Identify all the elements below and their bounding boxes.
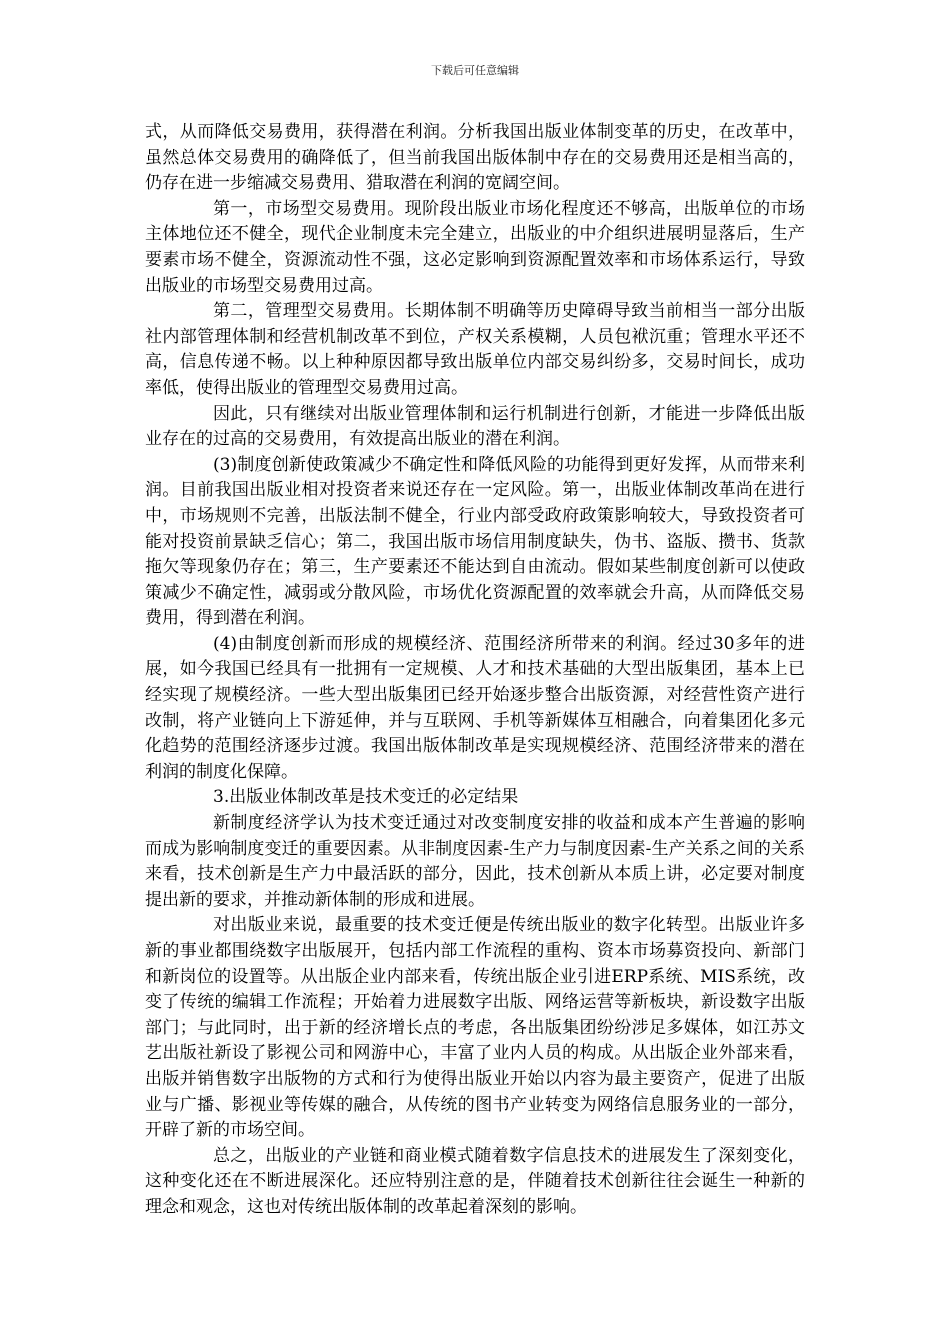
section-heading-3: 3.出版业体制改革是技术变迁的必定结果 xyxy=(213,787,519,808)
paragraph-digital-transformation: 对出版业来说，最重要的技术变迁便是传统出版业的数字化转型。出版业许多新的事业都围绕数字出版展开，包括内部工作流程的重构、资本市场募资投向、新部门和新岗位的设置等。从出版企业内部来看，传统出版企业引进ERP系统、MIS系统，改变了传统的编辑工作流程；开始着力进展数字出版、网络运营等新板块，新设数字出版部门；与此同时，出于新的经济增长点的考虑，各出版集团纷纷涉足多媒体，如江苏文艺出版社新设了影视公司和网游中心，丰富了业内人员的构成。从出版企业外部来看，出版并销售数字出版物的方式和行为使得出版业开始以内容为最主要资产，促进了出版业与广播、影视业等传媒的融合，从传统的图书产业转变为网络信息服务业的一部分，开辟了新的市场空间。 xyxy=(145,915,805,1141)
paragraph-market-transaction-cost: 第一，市场型交易费用。现阶段出版业市场化程度还不够高，出版单位的市场主体地位还不健全，现代企业制度未完全建立，出版业的中介组织进展明显落后，生产要素市场不健全，资源流动性不强，这必定影响到资源配置效率和市场体系运行，导致出版业的市场型交易费用过高。 xyxy=(145,198,805,296)
document-body xyxy=(145,120,805,1221)
page-header: 下载后可任意编辑 xyxy=(431,64,519,77)
paragraph-point-3: (3)制度创新使政策减少不确定性和降低风险的功能得到更好发挥，从而带来利润。目前我国出版业相对投资者来说还存在一定风险。第一，出版业体制改革尚在进行中，市场规则不完善，出版法制不健全，行业内部受政府政策影响较大，导致投资者可能对投资前景缺乏信心；第二，我国出版市场信用制度缺失，伪书、盗版、攒书、货款拖欠等现象仍存在；第三，生产要素还不能达到自由流动。假如某些制度创新可以使政策减少不确定性，减弱或分散风险，市场优化资源配置的效率就会升高，从而降低交易费用，得到潜在利润。 xyxy=(145,454,805,629)
paragraph-summary: 总之，出版业的产业链和商业模式随着数字信息技术的进展发生了深刻变化，这种变化还在不断进展深化。还应特别注意的是，伴随着技术创新往往会诞生一种新的理念和观念，这也对传统出版体制的改革起着深刻的影响。 xyxy=(145,1145,805,1217)
paragraph-conclusion-innovation: 因此，只有继续对出版业管理体制和运行机制进行创新，才能进一步降低出版业存在的过高的交易费用，有效提高出版业的潜在利润。 xyxy=(145,403,805,450)
paragraph-management-transaction-cost: 第二，管理型交易费用。长期体制不明确等历史障碍导致当前相当一部分出版社内部管理体制和经营机制改革不到位，产权关系模糊，人员包袱沉重；管理水平还不高，信息传递不畅。以上种种原因都导致出版单位内部交易纠纷多，交易时间长，成功率低，使得出版业的管理型交易费用过高。 xyxy=(145,301,805,398)
paragraph-technology-change: 新制度经济学认为技术变迁通过对改变制度安排的收益和成本产生普遍的影响而成为影响制度变迁的重要因素。从非制度因素-生产力与制度因素-生产关系之间的关系来看，技术创新是生产力中最活跃的部分，因此，技术创新从本质上讲，必定要对制度提出新的要求，并推动新体制的形成和进展。 xyxy=(145,813,805,910)
paragraph-point-4: (4)由制度创新而形成的规模经济、范围经济所带来的利润。经过30多年的进展，如今我国已经具有一批拥有一定规模、人才和技术基础的大型出版集团，基本上已经实现了规模经济。一些大型出版集团已经开始逐步整合出版资源，对经营性资产进行改制，将产业链向上下游延伸，并与互联网、手机等新媒体互相融合，向着集团化多元化趋势的范围经济逐步过渡。我国出版体制改革是实现规模经济、范围经济带来的潜在利润的制度化保障。 xyxy=(145,633,805,782)
paragraph-continuation: 式，从而降低交易费用，获得潜在利润。分析我国出版业体制变革的历史，在改革中，虽然总体交易费用的确降低了，但当前我国出版体制中存在的交易费用还是相当高的，仍存在进一步缩减交易费用、猎取潜在利润的宽阔空间。 xyxy=(145,122,805,194)
